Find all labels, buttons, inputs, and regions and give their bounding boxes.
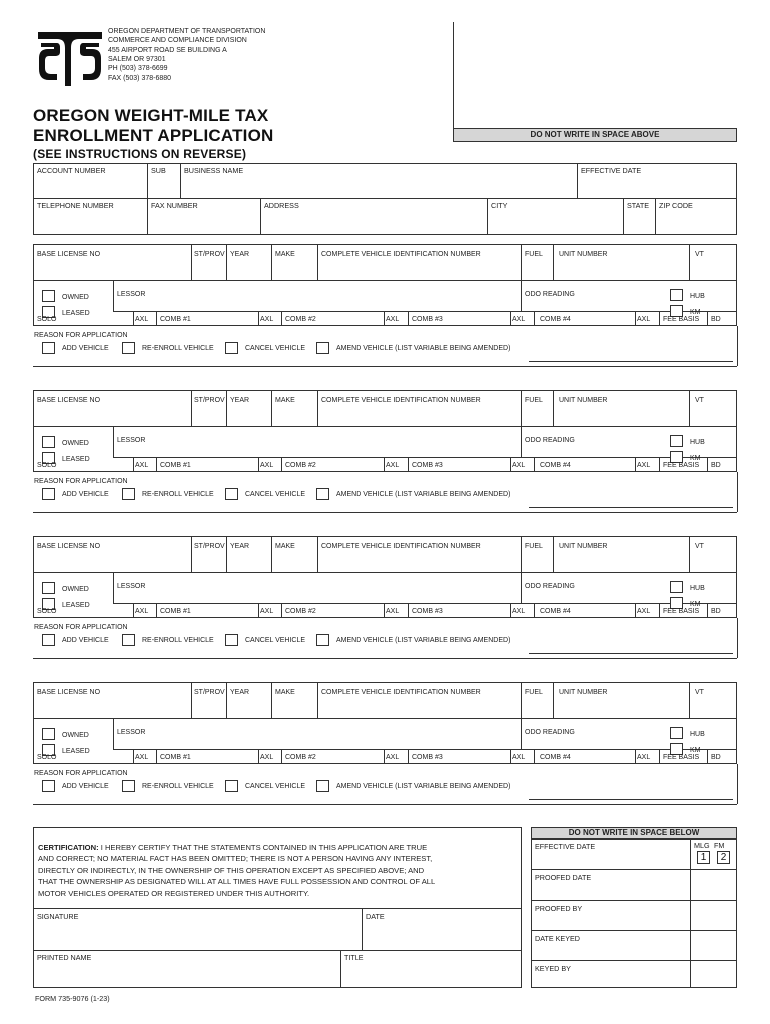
- hub-checkbox[interactable]: [670, 435, 683, 447]
- leased-label: LEASED: [62, 602, 90, 609]
- comb2-label: COMB #2: [285, 608, 316, 615]
- certification-lead: CERTIFICATION:: [38, 843, 99, 852]
- office-use-label-top: DO NOT WRITE IN SPACE ABOVE: [530, 130, 660, 139]
- reenroll-checkbox[interactable]: [122, 780, 135, 792]
- amend-vehicle-checkbox[interactable]: [316, 634, 329, 646]
- owned-label: OWNED: [62, 732, 89, 739]
- cancel-vehicle-checkbox[interactable]: [225, 342, 238, 354]
- solo-label: SOLO: [37, 754, 57, 761]
- amend-vehicle-checkbox[interactable]: [316, 342, 329, 354]
- comb4-label: COMB #4: [540, 754, 571, 761]
- km-label: KM: [690, 455, 701, 462]
- fee-basis-label: FEE BASIS: [663, 316, 700, 323]
- vehicle-block: [33, 682, 737, 822]
- proofed-by-label: PROOFED BY: [535, 904, 583, 913]
- vin-field[interactable]: COMPLETE VEHICLE IDENTIFICATION NUMBER: [321, 251, 481, 258]
- effective-date-field[interactable]: EFFECTIVE DATE: [581, 166, 642, 175]
- lessor-field[interactable]: LESSOR: [117, 291, 146, 298]
- bd-label: BD: [711, 462, 721, 469]
- cancel-vehicle-label: CANCEL VEHICLE: [245, 345, 306, 352]
- amend-vehicle-label: AMEND VEHICLE (LIST VARIABLE BEING AMENDED): [336, 783, 511, 790]
- axl-label: AXL: [260, 754, 274, 761]
- add-vehicle-checkbox[interactable]: [42, 488, 55, 500]
- vt-field[interactable]: VT: [695, 689, 704, 696]
- agency-address-line: OREGON DEPARTMENT OF TRANSPORTATION: [108, 28, 266, 35]
- year-field[interactable]: YEAR: [230, 397, 250, 404]
- owned-label: OWNED: [62, 294, 89, 301]
- add-vehicle-label: ADD VEHICLE: [62, 783, 109, 790]
- agency-address-line: 455 AIRPORT ROAD SE BUILDING A: [108, 46, 227, 54]
- amend-vehicle-label: AMEND VEHICLE (LIST VARIABLE BEING AMENDED): [336, 637, 511, 644]
- amend-vehicle-label: AMEND VEHICLE (LIST VARIABLE BEING AMENDED): [336, 491, 511, 498]
- unit-number-field[interactable]: UNIT NUMBER: [559, 397, 608, 404]
- year-field[interactable]: YEAR: [230, 543, 250, 550]
- unit-number-field[interactable]: UNIT NUMBER: [559, 543, 608, 550]
- axl-label: AXL: [512, 608, 526, 615]
- make-field[interactable]: MAKE: [275, 397, 295, 404]
- odot-logo: [35, 28, 105, 90]
- axl-label: AXL: [637, 754, 651, 761]
- certification-line: I HEREBY CERTIFY THAT THE STATEMENTS CONTAINED IN THIS APPLICATION ARE TRUE: [98, 843, 428, 852]
- owned-label: OWNED: [62, 586, 89, 593]
- unit-number-field[interactable]: UNIT NUMBER: [559, 689, 608, 696]
- reason-label: REASON FOR APPLICATION: [34, 770, 128, 777]
- axl-label: AXL: [637, 462, 651, 469]
- comb3-label: COMB #3: [412, 462, 443, 469]
- hub-checkbox[interactable]: [670, 581, 683, 593]
- agency-address-line: SALEM OR 97301: [108, 55, 166, 63]
- fee-basis-label: FEE BASIS: [663, 462, 700, 469]
- amend-vehicle-checkbox[interactable]: [316, 488, 329, 500]
- agency-address-line: PH (503) 378-6699: [108, 65, 168, 73]
- comb1-label: COMB #1: [160, 608, 191, 615]
- axl-label: AXL: [386, 462, 400, 469]
- st-prov-field[interactable]: ST/PROV: [194, 543, 225, 550]
- axl-label: AXL: [135, 462, 149, 469]
- comb1-label: COMB #1: [160, 316, 191, 323]
- owned-checkbox[interactable]: [42, 728, 55, 740]
- add-vehicle-label: ADD VEHICLE: [62, 491, 109, 498]
- cancel-vehicle-label: CANCEL VEHICLE: [245, 637, 306, 644]
- axl-label: AXL: [637, 608, 651, 615]
- hub-label: HUB: [690, 439, 705, 446]
- certification-line: MOTOR VEHICLES OPERATED OR REGISTERED UNDER THIS AUTHORITY.: [38, 888, 310, 898]
- header-divider: [453, 22, 454, 130]
- owned-checkbox[interactable]: [42, 436, 55, 448]
- km-label: KM: [690, 601, 701, 608]
- axl-label: AXL: [512, 316, 526, 323]
- axl-label: AXL: [135, 316, 149, 323]
- vin-field[interactable]: COMPLETE VEHICLE IDENTIFICATION NUMBER: [321, 689, 481, 696]
- odo-reading-field[interactable]: ODO READING: [525, 729, 575, 736]
- reenroll-checkbox[interactable]: [122, 488, 135, 500]
- address-field[interactable]: ADDRESS: [264, 201, 299, 210]
- office-use-heading: DO NOT WRITE IN SPACE BELOW: [568, 828, 700, 837]
- amend-vehicle-checkbox[interactable]: [316, 780, 329, 792]
- lessor-field[interactable]: LESSOR: [117, 437, 146, 444]
- comb1-label: COMB #1: [160, 462, 191, 469]
- certification-line: DIRECTLY OR INDIRECTLY, IN THE OWNERSHIP OF THIS OPERATION EXCEPT AS SPECIFIED ABOVE; AND: [38, 865, 425, 875]
- date-keyed-label: DATE KEYED: [535, 934, 580, 943]
- axl-label: AXL: [512, 462, 526, 469]
- comb3-label: COMB #3: [412, 316, 443, 323]
- mlg-box-1: 1: [697, 851, 710, 864]
- hub-label: HUB: [690, 731, 705, 738]
- agency-address-line: FAX (503) 378-6880: [108, 74, 172, 82]
- comb3-label: COMB #3: [412, 754, 443, 761]
- date-field[interactable]: DATE: [366, 912, 385, 921]
- vehicle-block: [33, 536, 737, 676]
- leased-label: LEASED: [62, 310, 90, 317]
- base-license-field[interactable]: BASE LICENSE NO: [37, 689, 101, 696]
- vt-field[interactable]: VT: [695, 543, 704, 550]
- telephone-field[interactable]: TELEPHONE NUMBER: [37, 201, 114, 210]
- account-number-field[interactable]: ACCOUNT NUMBER: [37, 166, 106, 175]
- comb4-label: COMB #4: [540, 316, 571, 323]
- cancel-vehicle-checkbox[interactable]: [225, 634, 238, 646]
- reason-label: REASON FOR APPLICATION: [34, 624, 128, 631]
- form-title-line2: ENROLLMENT APPLICATION: [33, 126, 274, 145]
- reenroll-label: RE-ENROLL VEHICLE: [142, 637, 214, 644]
- title-field[interactable]: TITLE: [344, 953, 364, 962]
- fuel-field[interactable]: FUEL: [525, 543, 543, 550]
- form-number: FORM 735-9076 (1-23): [35, 994, 110, 1003]
- axl-label: AXL: [260, 316, 274, 323]
- unit-number-field[interactable]: UNIT NUMBER: [559, 251, 608, 258]
- comb2-label: COMB #2: [285, 462, 316, 469]
- amend-vehicle-label: AMEND VEHICLE (LIST VARIABLE BEING AMENDED): [336, 345, 511, 352]
- comb3-label: COMB #3: [412, 608, 443, 615]
- st-prov-field[interactable]: ST/PROV: [194, 689, 225, 696]
- owned-label: OWNED: [62, 440, 89, 447]
- reenroll-checkbox[interactable]: [122, 342, 135, 354]
- add-vehicle-label: ADD VEHICLE: [62, 637, 109, 644]
- base-license-field[interactable]: BASE LICENSE NO: [37, 251, 101, 258]
- make-field[interactable]: MAKE: [275, 543, 295, 550]
- add-vehicle-checkbox[interactable]: [42, 780, 55, 792]
- solo-label: SOLO: [37, 608, 57, 615]
- sub-field[interactable]: SUB: [151, 166, 166, 175]
- add-vehicle-checkbox[interactable]: [42, 634, 55, 646]
- comb2-label: COMB #2: [285, 316, 316, 323]
- reason-label: REASON FOR APPLICATION: [34, 478, 128, 485]
- km-label: KM: [690, 309, 701, 316]
- odo-reading-field[interactable]: ODO READING: [525, 291, 575, 298]
- comb4-label: COMB #4: [540, 608, 571, 615]
- zip-field[interactable]: ZIP CODE: [659, 201, 693, 210]
- certification-line: AND CORRECT; NO MATERIAL FACT HAS BEEN OMITTED; THERE IS NOT A PERSON HAVING ANY INTEREST,: [38, 854, 433, 864]
- base-license-field[interactable]: BASE LICENSE NO: [37, 397, 101, 404]
- mlg-label: MLG: [694, 841, 710, 850]
- form-subtitle: (SEE INSTRUCTIONS ON REVERSE): [33, 147, 247, 161]
- vin-field[interactable]: COMPLETE VEHICLE IDENTIFICATION NUMBER: [321, 543, 481, 550]
- bd-label: BD: [711, 316, 721, 323]
- fm-label: FM: [714, 841, 725, 850]
- fuel-field[interactable]: FUEL: [525, 397, 543, 404]
- reenroll-label: RE-ENROLL VEHICLE: [142, 491, 214, 498]
- reason-label: REASON FOR APPLICATION: [34, 332, 128, 339]
- fm-box-2: 2: [717, 851, 730, 864]
- axl-label: AXL: [135, 608, 149, 615]
- base-license-field[interactable]: BASE LICENSE NO: [37, 543, 101, 550]
- hub-checkbox[interactable]: [670, 727, 683, 739]
- axl-label: AXL: [386, 754, 400, 761]
- axl-label: AXL: [135, 754, 149, 761]
- axl-label: AXL: [386, 316, 400, 323]
- printed-name-field[interactable]: PRINTED NAME: [37, 953, 92, 962]
- axl-label: AXL: [260, 462, 274, 469]
- business-name-field[interactable]: BUSINESS NAME: [184, 166, 244, 175]
- owned-checkbox[interactable]: [42, 582, 55, 594]
- vt-field[interactable]: VT: [695, 397, 704, 404]
- axl-label: AXL: [637, 316, 651, 323]
- st-prov-field[interactable]: ST/PROV: [194, 251, 225, 258]
- reenroll-label: RE-ENROLL VEHICLE: [142, 783, 214, 790]
- reenroll-label: RE-ENROLL VEHICLE: [142, 345, 214, 352]
- add-vehicle-checkbox[interactable]: [42, 342, 55, 354]
- hub-label: HUB: [690, 293, 705, 300]
- fuel-field[interactable]: FUEL: [525, 689, 543, 696]
- fuel-field[interactable]: FUEL: [525, 251, 543, 258]
- cancel-vehicle-checkbox[interactable]: [225, 780, 238, 792]
- state-field[interactable]: STATE: [627, 201, 650, 210]
- agency-address-line: COMMERCE AND COMPLIANCE DIVISION: [108, 37, 247, 45]
- certification-text: [38, 842, 518, 899]
- axl-label: AXL: [386, 608, 400, 615]
- city-field[interactable]: CITY: [491, 201, 508, 210]
- axl-label: AXL: [260, 608, 274, 615]
- odo-reading-field[interactable]: ODO READING: [525, 437, 575, 444]
- bd-label: BD: [711, 754, 721, 761]
- vin-field[interactable]: COMPLETE VEHICLE IDENTIFICATION NUMBER: [321, 397, 481, 404]
- hub-label: HUB: [690, 585, 705, 592]
- vt-field[interactable]: VT: [695, 251, 704, 258]
- fee-basis-label: FEE BASIS: [663, 754, 700, 761]
- fax-field[interactable]: FAX NUMBER: [151, 201, 198, 210]
- hub-checkbox[interactable]: [670, 289, 683, 301]
- add-vehicle-label: ADD VEHICLE: [62, 345, 109, 352]
- year-field[interactable]: YEAR: [230, 689, 250, 696]
- cancel-vehicle-label: CANCEL VEHICLE: [245, 783, 306, 790]
- cancel-vehicle-label: CANCEL VEHICLE: [245, 491, 306, 498]
- office-effective-date: EFFECTIVE DATE: [535, 842, 596, 851]
- odo-reading-field[interactable]: ODO READING: [525, 583, 575, 590]
- solo-label: SOLO: [37, 316, 57, 323]
- vehicle-block: [33, 244, 737, 384]
- lessor-field[interactable]: LESSOR: [117, 583, 146, 590]
- make-field[interactable]: MAKE: [275, 251, 295, 258]
- cancel-vehicle-checkbox[interactable]: [225, 488, 238, 500]
- leased-label: LEASED: [62, 748, 90, 755]
- proofed-date-label: PROOFED DATE: [535, 873, 592, 882]
- st-prov-field[interactable]: ST/PROV: [194, 397, 225, 404]
- axl-label: AXL: [512, 754, 526, 761]
- keyed-by-label: KEYED BY: [535, 964, 571, 973]
- year-field[interactable]: YEAR: [230, 251, 250, 258]
- signature-field[interactable]: SIGNATURE: [37, 912, 79, 921]
- certification-line: THAT THE OWNERSHIP AS DESIGNATED WILL AT ALL TIMES HAVE FULL POSSESSION AND CONTROL OF ALL: [38, 877, 436, 887]
- reenroll-checkbox[interactable]: [122, 634, 135, 646]
- comb2-label: COMB #2: [285, 754, 316, 761]
- leased-label: LEASED: [62, 456, 90, 463]
- make-field[interactable]: MAKE: [275, 689, 295, 696]
- km-label: KM: [690, 747, 701, 754]
- form-title-line1: OREGON WEIGHT-MILE TAX: [33, 106, 269, 125]
- bd-label: BD: [711, 608, 721, 615]
- vehicle-block: [33, 390, 737, 530]
- comb4-label: COMB #4: [540, 462, 571, 469]
- comb1-label: COMB #1: [160, 754, 191, 761]
- owned-checkbox[interactable]: [42, 290, 55, 302]
- fee-basis-label: FEE BASIS: [663, 608, 700, 615]
- lessor-field[interactable]: LESSOR: [117, 729, 146, 736]
- solo-label: SOLO: [37, 462, 57, 469]
